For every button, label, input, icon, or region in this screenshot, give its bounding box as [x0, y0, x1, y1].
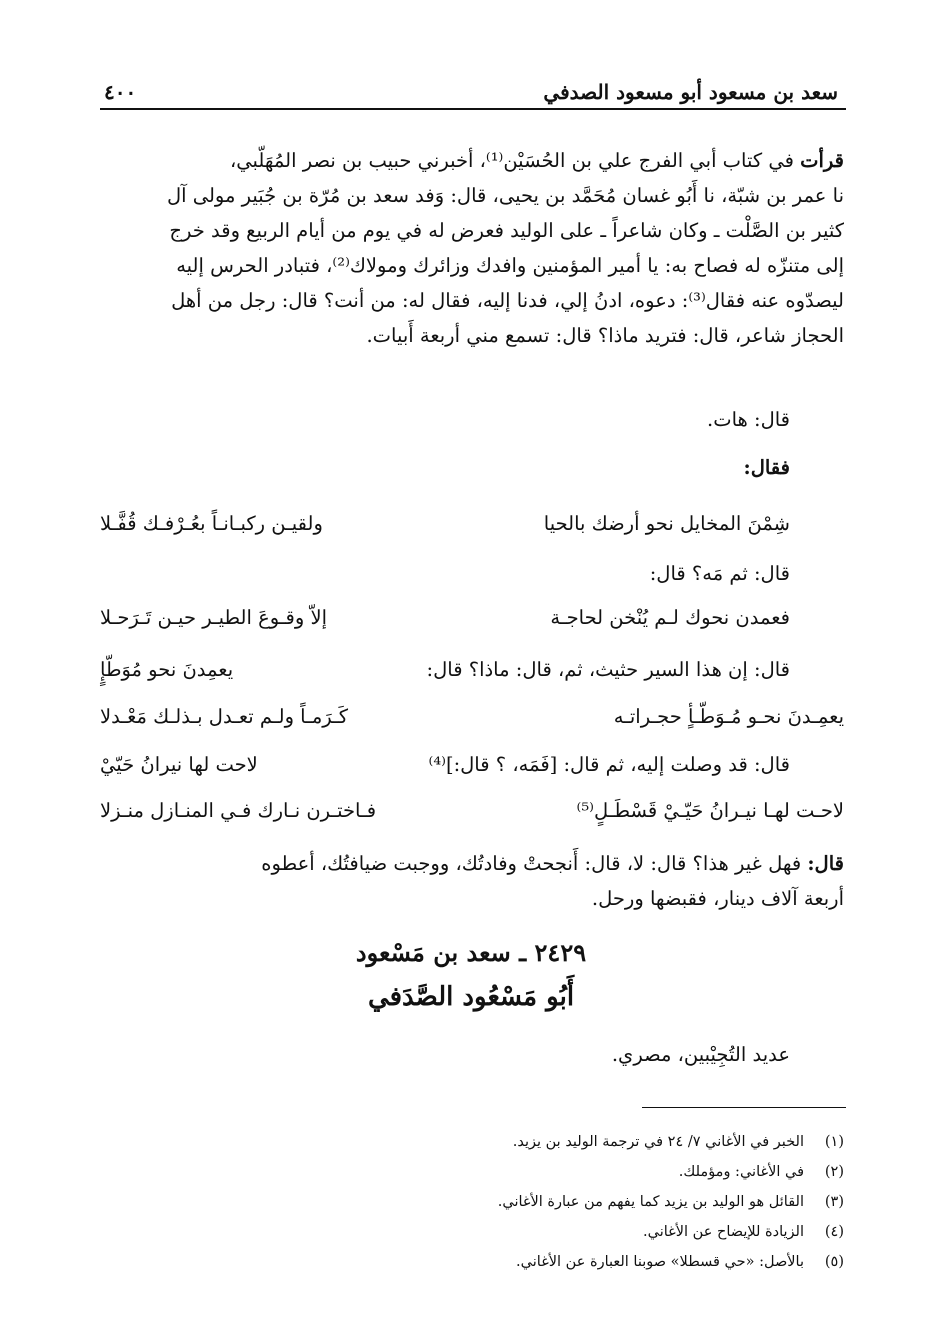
closing-line: أربعة آلاف دينار، فقبضها ورحل. — [591, 887, 844, 910]
footnote-number: (٣) — [824, 1194, 844, 1210]
dialog-line: فقال: — [743, 456, 790, 479]
verse-first-hemistich: فعمدن نحوك لـم يُنْخن لحاجـة — [550, 606, 790, 629]
footnote — [96, 1187, 844, 1217]
footnote-text: في الأغاني: ومؤملك. — [678, 1164, 804, 1180]
entry-description: عديد التُجِيْبين، مصري. — [611, 1043, 790, 1066]
dialog-text: قال: إن هذا السير حثيث، ثم، قال: ماذا؟ قال: — [426, 658, 790, 681]
footnote-number: (١) — [824, 1134, 844, 1150]
footnote-text: الخبر في الأغاني ٧/ ٢٤ في ترجمة الوليد بن يزيد. — [512, 1134, 804, 1150]
dialog-line — [100, 753, 844, 787]
footnote-separator — [642, 1107, 846, 1108]
closing-line-text: فهل غير هذا؟ قال: لا، قال: أَنجحتْ وفادتُك، ووجبت ضيافتُك، أعطوه — [261, 852, 802, 875]
intro-line-text: في كتاب أبي الفرج علي بن الحُسَيْن⁽¹⁾، أخبرني حبيب بن نصر المُهَلّبي، — [230, 149, 794, 172]
footnote — [96, 1217, 844, 1247]
dialog-verse-fragment: لاحت لها نيرانُ حَيّيْ — [100, 753, 258, 776]
closing-paragraph — [96, 846, 844, 916]
dialog-line: قال: هات. — [707, 408, 790, 431]
intro-line: ليصدّوه عنه فقال⁽³⁾: دعوه، ادنُ إلي، فدنا إليه، فقال له: من أنت؟ قال: رجل من أهل — [171, 289, 844, 312]
footnote — [96, 1247, 844, 1277]
entry-subtitle: أَبُو مَسْعُود الصَّدَفي — [367, 982, 575, 1012]
footnote-text: الزيادة للإيضاح عن الأغاني. — [643, 1224, 804, 1240]
footnote-number: (٤) — [824, 1224, 844, 1240]
verse-first-hemistich: يعمِـدنَ نحـو مُـوَطّـأٍ حجـراتـه — [613, 705, 844, 728]
footnote-number: (٥) — [824, 1254, 844, 1270]
footnote-text: بالأصل: «حي قسطلا» صوبنا العبارة عن الأغاني. — [516, 1254, 804, 1270]
verse-second-hemistich: كَـرَمـاً ولـم تعـدل بـذلـك مَعْـدلا — [100, 705, 349, 728]
closing-lead-word: قال: — [807, 852, 844, 875]
footnote — [96, 1127, 844, 1157]
verse-first-hemistich: شِمْنَ المخايل نحو أرضك بالحيا — [543, 512, 790, 535]
intro-paragraph — [96, 143, 844, 353]
entry-title: ٢٤٢٩ ـ سعد بن مَسْعود — [355, 938, 587, 967]
verse-first-hemistich: لاحـت لهـا نيـرانُ حَيّـيْ قَسْطَـلٍ⁽⁵⁾ — [576, 799, 844, 822]
dialog-line: قال: ثم مَه؟ قال: — [649, 562, 790, 585]
intro-line: إلى متنزّه له فصاح به: يا أمير المؤمنين وافدك وزائرك ومولاك⁽²⁾، فتبادر الحرس إليه — [176, 254, 844, 277]
intro-line: كثير بن الصَّلْت ـ وكان شاعراً ـ على الوليد فعرض له في يوم من أيام الربيع وقد خرج — [169, 219, 844, 242]
verse-line — [100, 606, 844, 640]
verse-line — [100, 799, 844, 833]
dialog-text: قال: قد وصلت إليه، ثم قال: [فَمَه، ؟ قال:]⁽⁴⁾ — [428, 753, 790, 776]
intro-line: الحجاز شاعر، قال: فتريد ماذا؟ قال: تسمع مني أربعة أَبيات. — [366, 324, 844, 347]
verse-line — [100, 512, 844, 546]
footnote — [96, 1157, 844, 1187]
verse-second-hemistich: إلاّ وقـوعَ الطيـر حيـن تَـرَحـلا — [100, 606, 328, 629]
running-header — [100, 78, 846, 110]
footnote-text: القائل هو الوليد بن يزيد كما يفهم من عبارة الأغاني. — [497, 1194, 804, 1210]
dialog-verse-fragment: يعمِدنَ نحو مُوَطّإٍ — [100, 658, 234, 681]
intro-lead-word: قرأت — [800, 149, 844, 172]
intro-line: نا عمر بن شبّة، نا أَبُو غسان مُحَمَّد بن يحيى، قال: وَفد سعد بن مُرّة بن جُبَير مولى آل — [166, 184, 844, 207]
page-number: ٤٠٠ — [104, 80, 137, 104]
footnotes — [96, 1127, 844, 1277]
header-title: سعد بن مسعود أبو مسعود الصدفي — [543, 80, 838, 104]
intro-line — [96, 143, 844, 178]
verse-second-hemistich: ولقيـن ركبـانـاً بعُـرْفـك قُفَّـلا — [100, 512, 323, 535]
verse-line — [100, 705, 844, 739]
closing-line — [96, 846, 844, 881]
verse-second-hemistich: فـاختـرن نـارك فـي المنـازل منـزلا — [100, 799, 377, 822]
dialog-line — [100, 658, 844, 692]
footnote-number: (٢) — [824, 1164, 844, 1180]
